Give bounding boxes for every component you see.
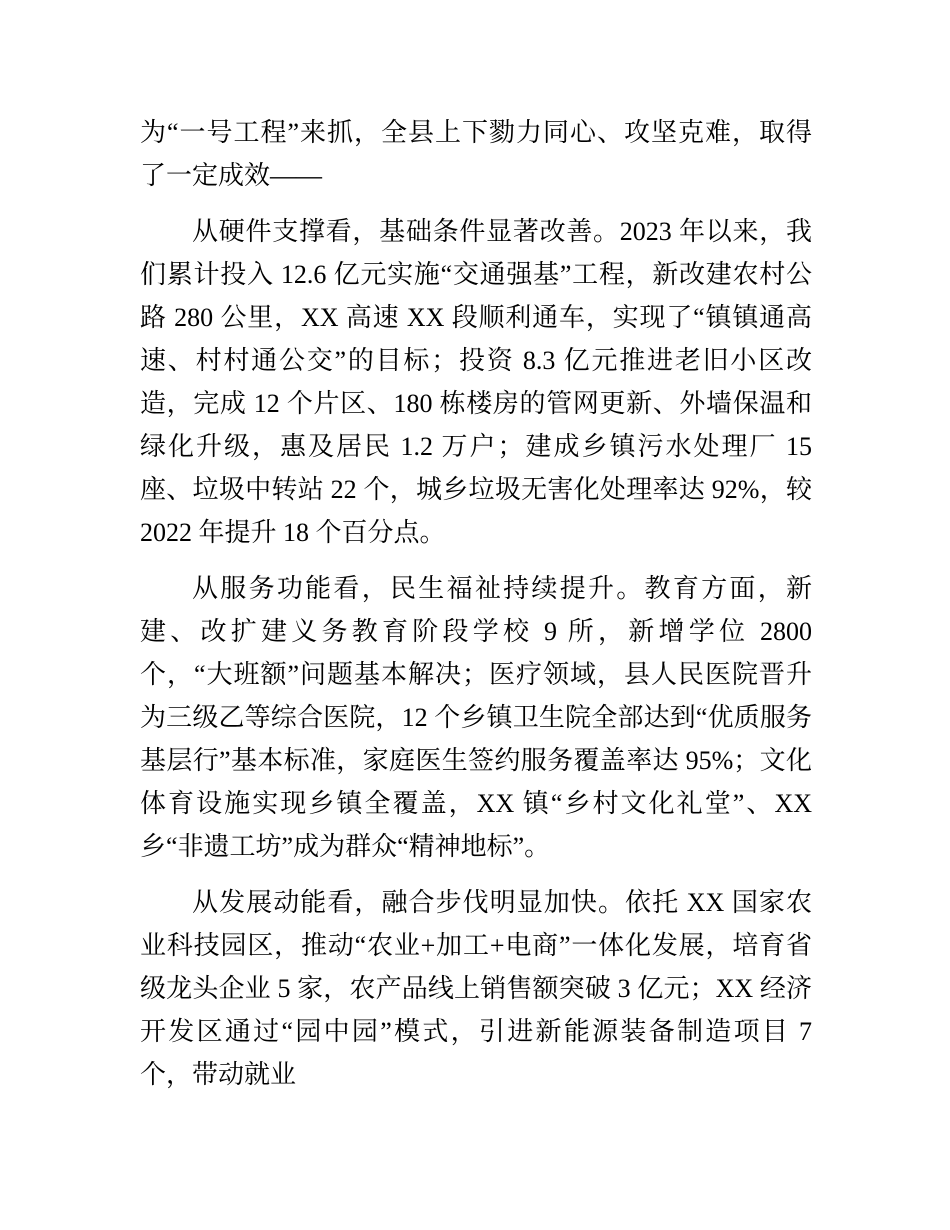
document-body-text <box>140 111 812 1096</box>
paragraph-hardware-support: 从硬件支撑看，基础条件显著改善。2023 年以来，我们累计投入 12.6 亿元实施“交通强基”工程，新改建农村公路 280 公里，XX 高速 XX 段顺利通车，实现了“镇镇通高速、村村通公交”的目标；投资 8.3 亿元推进老旧小区改造，完成 12 个片区、180 栋楼房的管网更新、外墙保温和绿化升级，惠及居民 1.2 万户；建成乡镇污水处理厂 15 座、垃圾中转站 22 个，城乡垃圾无害化处理率达 92%，较 2022 年提升 18 个百分点。 <box>140 217 812 547</box>
paragraph-service-function: 从服务功能看，民生福祉持续提升。教育方面，新建、改扩建义务教育阶段学校 9 所，新增学位 2800 个，“大班额”问题基本解决；医疗领域，县人民医院晋升为三级乙等综合医院，12 个乡镇卫生院全部达到“优质服务基层行”基本标准，家庭医生签约服务覆盖率达 95%；文化体育设施实现乡镇全覆盖，XX 镇“乡村文化礼堂”、XX 乡“非遗工坊”成为群众“精神地标”。 <box>140 574 812 861</box>
paragraph-development-momentum: 从发展动能看，融合步伐明显加快。依托 XX 国家农业科技园区，推动“农业+加工+电商”一体化发展，培育省级龙头企业 5 家，农产品线上销售额突破 3 亿元；XX 经济开发区通过“园中园”模式，引进新能源装备制造项目 7 个，带动就业 <box>140 888 812 1089</box>
paragraph-continuation: 为“一号工程”来抓，全县上下勠力同心、攻坚克难，取得了一定成效—— <box>140 118 812 190</box>
